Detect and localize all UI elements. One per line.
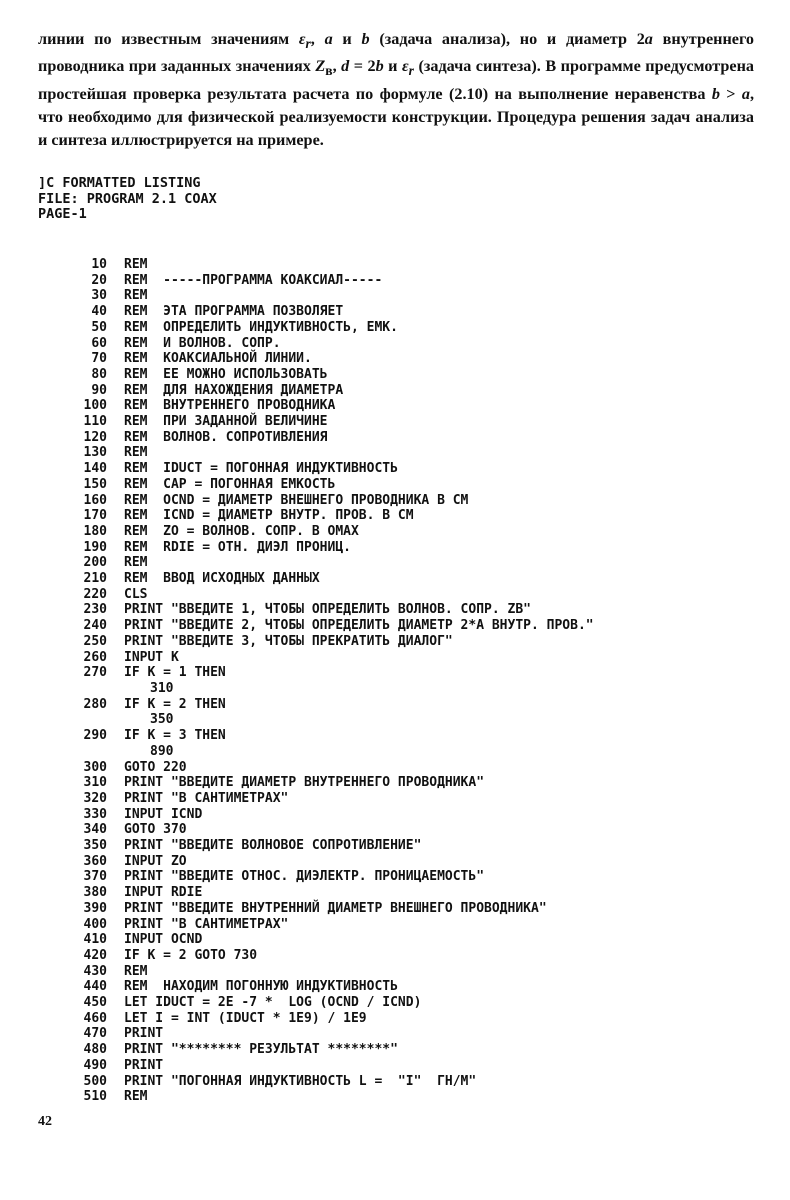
code-line [70,791,594,807]
code-line [70,869,594,885]
code-line [70,665,594,681]
line-number: 400 [83,916,107,932]
code-line [70,885,594,901]
var-b: b [375,57,384,76]
code-statement: REM OCND = ДИАМЕТР ВНЕШНЕГО ПРОВОДНИКА В СМ [124,492,469,508]
page-number: 42 [38,1114,52,1129]
code-line [70,979,594,995]
code-statement: PRINT "******** РЕЗУЛЬТАТ ********" [124,1042,398,1058]
code-line [70,618,594,634]
line-number: 130 [83,445,107,461]
code-statement: REM НАХОДИМ ПОГОННУЮ ИНДУКТИВНОСТЬ [124,979,398,995]
code-line [70,775,594,791]
code-line [70,712,594,728]
code-line [70,932,594,948]
code-line [70,650,594,666]
code-line [70,414,594,430]
intro-text: внутреннего проводника при заданных значениях [38,30,755,76]
code-line [70,995,594,1011]
line-number: 410 [83,932,107,948]
code-statement: REM [124,257,148,272]
line-number: 140 [83,461,107,477]
line-number: 440 [83,979,107,995]
code-statement: IF K = 2 GOTO 730 [124,947,258,963]
line-number: 70 [91,351,107,367]
code-line [70,1011,594,1027]
code-line [70,822,594,838]
z-subscript: в [325,63,333,79]
line-number: 430 [83,963,107,979]
intro-text: (задача анализа), но и диаметр 2 [369,30,645,48]
var-a: a [324,30,333,48]
listing-title: ]C FORMATTED LISTING [38,175,201,191]
line-number: 260 [83,649,107,665]
code-statement: REM ВНУТРЕННЕГО ПРОВОДНИКА [124,398,336,414]
code-statement: REM [124,445,148,461]
intro-text: линии по известным значениям [38,30,299,48]
intro-text: > [719,84,742,103]
code-line [70,807,594,823]
code-statement: 310 [150,680,174,696]
line-number: 420 [83,947,107,963]
code-statement: PRINT "ВВЕДИТЕ 1, ЧТОБЫ ОПРЕДЕЛИТЬ ВОЛНОВ. СОПР. ZB" [124,602,531,618]
code-line [70,336,594,352]
line-number: 180 [83,523,107,539]
var-a: a [644,30,653,48]
code-statement: GOTO 370 [124,822,187,838]
listing-page: PAGE-1 [38,206,87,222]
code-line [70,1074,594,1090]
var-z: Z [315,57,326,76]
line-number: 110 [83,414,107,430]
code-line [70,587,594,603]
code-statement: 890 [150,743,174,759]
code-statement: INPUT K [124,649,179,665]
epsilon-subscript: r [305,36,311,52]
code-line [70,445,594,461]
intro-text: и [332,30,362,48]
var-a: a [741,84,750,103]
line-number: 330 [83,806,107,822]
code-line [70,288,594,304]
code-line [70,728,594,744]
code-statement: REM ПРИ ЗАДАННОЙ ВЕЛИЧИНЕ [124,414,328,430]
code-statement: REM ОПРЕДЕЛИТЬ ИНДУКТИВНОСТЬ, ЕМК. [124,319,398,335]
line-number: 10 [91,257,107,272]
line-number: 40 [91,304,107,320]
code-line [70,304,594,320]
code-listing [70,257,594,1105]
intro-text: (задача синтеза). В программе предусмотрена простейшая проверка результата расчета по формуле (2.10) на выполнение неравенства [38,57,754,103]
line-number: 20 [91,272,107,288]
code-statement: REM CAP = ПОГОННАЯ ЕМКОСТЬ [124,476,336,492]
line-number: 340 [83,822,107,838]
intro-text: , [332,57,342,76]
line-number: 390 [83,900,107,916]
intro-text: = 2 [349,57,376,76]
line-number: 280 [83,696,107,712]
code-line [70,948,594,964]
line-number: 320 [83,790,107,806]
line-number [70,712,107,728]
code-line [70,602,594,618]
code-statement: REM ВОЛНОВ. СОПРОТИВЛЕНИЯ [124,429,328,445]
epsilon-symbol: ε [402,57,409,76]
code-line [70,257,594,273]
code-statement: REM [124,963,148,979]
code-statement: INPUT OCND [124,932,203,948]
code-line [70,571,594,587]
var-d: d [341,57,350,76]
code-statement: PRINT "ПОГОННАЯ ИНДУКТИВНОСТЬ L = "I" ГН/М" [124,1073,477,1089]
code-statement: PRINT "ВВЕДИТЕ ВОЛНОВОЕ СОПРОТИВЛЕНИЕ" [124,838,422,854]
line-number: 350 [83,838,107,854]
listing-header [38,176,217,223]
code-line [70,508,594,524]
code-statement: REM ZO = ВОЛНОВ. СОПР. В ОМАХ [124,523,359,539]
code-line [70,1026,594,1042]
line-number: 100 [83,398,107,414]
line-number: 450 [83,995,107,1011]
line-number: 470 [83,1026,107,1042]
code-line [70,493,594,509]
code-line [70,524,594,540]
code-line [70,398,594,414]
code-statement: IF K = 3 THEN [124,728,226,744]
line-number: 190 [83,539,107,555]
code-statement: PRINT "В САНТИМЕТРАХ" [124,916,289,932]
line-number: 90 [91,382,107,398]
line-number: 310 [83,775,107,791]
line-number: 500 [83,1073,107,1089]
code-statement: PRINT [124,1057,164,1073]
line-number: 300 [83,759,107,775]
line-number: 290 [83,728,107,744]
code-line [70,1042,594,1058]
code-statement: PRINT "ВВЕДИТЕ 3, ЧТОБЫ ПРЕКРАТИТЬ ДИАЛОГ" [124,633,453,649]
line-number: 370 [83,869,107,885]
intro-text: , [310,30,325,48]
code-statement: REM -----ПРОГРАММА КОАКСИАЛ----- [124,272,383,288]
line-number: 160 [83,492,107,508]
code-line [70,273,594,289]
code-statement: INPUT ICND [124,806,203,822]
code-statement: PRINT "В САНТИМЕТРАХ" [124,790,289,806]
code-line [70,744,594,760]
code-line [70,430,594,446]
code-statement: REM ВВОД ИСХОДНЫХ ДАННЫХ [124,571,320,587]
line-number: 250 [83,633,107,649]
code-statement: LET IDUCT = 2E -7 * LOG (OCND / ICND) [124,995,422,1011]
line-number: 170 [83,508,107,524]
code-line [70,634,594,650]
code-line [70,367,594,383]
code-statement: REM ДЛЯ НАХОЖДЕНИЯ ДИАМЕТРА [124,382,344,398]
code-line [70,383,594,399]
line-number: 480 [83,1042,107,1058]
line-number: 460 [83,1010,107,1026]
code-line [70,760,594,776]
epsilon-symbol: ε [298,30,306,48]
intro-text: , что необходимо для физической реализуемости конструкции. Процедура решения задач анализа и синтеза иллюстрируется на примере. [38,84,754,150]
code-statement: PRINT "ВВЕДИТЕ ДИАМЕТР ВНУТРЕННЕГО ПРОВОДНИКА" [124,775,485,791]
line-number: 510 [83,1089,107,1105]
line-number: 240 [83,618,107,634]
line-number: 210 [83,571,107,587]
code-statement: 350 [150,712,174,728]
line-number [70,681,107,697]
code-line [70,964,594,980]
code-statement: REM КОАКСИАЛЬНОЙ ЛИНИИ. [124,351,312,367]
code-statement: PRINT [124,1026,164,1042]
code-line [70,901,594,917]
code-line [70,1058,594,1074]
listing-file: FILE: PROGRAM 2.1 COAX [38,190,217,207]
code-statement: REM ЕЕ МОЖНО ИСПОЛЬЗОВАТЬ [124,366,328,382]
code-statement: PRINT "ВВЕДИТЕ ОТНОС. ДИЭЛЕКТР. ПРОНИЦАЕМОСТЬ" [124,869,485,885]
line-number: 230 [83,602,107,618]
line-number: 270 [83,665,107,681]
code-line [70,917,594,933]
code-statement: CLS [124,586,148,602]
epsilon-subscript: r [408,63,414,79]
code-line [70,854,594,870]
code-line [70,697,594,713]
var-b: b [711,84,720,103]
code-statement: PRINT "ВВЕДИТЕ ВНУТРЕННИЙ ДИАМЕТР ВНЕШНЕГО ПРОВОДНИКА" [124,900,547,916]
code-line [70,320,594,336]
code-line [70,838,594,854]
line-number: 490 [83,1057,107,1073]
line-number [70,744,107,760]
code-line [70,1089,594,1105]
code-line [70,540,594,556]
code-statement: REM И ВОЛНОВ. СОПР. [124,335,281,351]
line-number: 50 [91,319,107,335]
code-statement: PRINT "ВВЕДИТЕ 2, ЧТОБЫ ОПРЕДЕЛИТЬ ДИАМЕТР 2*А ВНУТР. ПРОВ." [124,618,594,634]
line-number: 380 [83,885,107,901]
var-b: b [361,30,370,48]
code-statement: GOTO 220 [124,759,187,775]
code-statement: REM RDIE = ОТН. ДИЭЛ ПРОНИЦ. [124,539,351,555]
line-number: 360 [83,853,107,869]
line-number: 60 [91,335,107,351]
code-statement: REM [124,288,148,304]
line-number: 200 [83,555,107,571]
code-line [70,681,594,697]
line-number: 220 [83,586,107,602]
code-line [70,461,594,477]
intro-paragraph [38,28,754,152]
code-line [70,351,594,367]
code-statement: REM IDUCT = ПОГОННАЯ ИНДУКТИВНОСТЬ [124,461,398,477]
line-number: 80 [91,366,107,382]
code-statement: REM ICND = ДИАМЕТР ВНУТР. ПРОВ. В СМ [124,508,414,524]
code-statement: LET I = INT (IDUCT * 1E9) / 1E9 [124,1010,367,1026]
intro-text: и [383,57,403,76]
line-number: 30 [91,288,107,304]
code-statement: REM ЭТА ПРОГРАММА ПОЗВОЛЯЕТ [124,304,344,320]
code-line [70,477,594,493]
code-line [70,555,594,571]
code-statement: INPUT RDIE [124,885,203,901]
line-number: 150 [83,476,107,492]
line-number: 120 [83,429,107,445]
code-statement: INPUT ZO [124,853,187,869]
code-statement: REM [124,1089,148,1105]
code-statement: IF K = 2 THEN [124,696,226,712]
code-statement: REM [124,555,148,571]
code-statement: IF K = 1 THEN [124,665,226,681]
